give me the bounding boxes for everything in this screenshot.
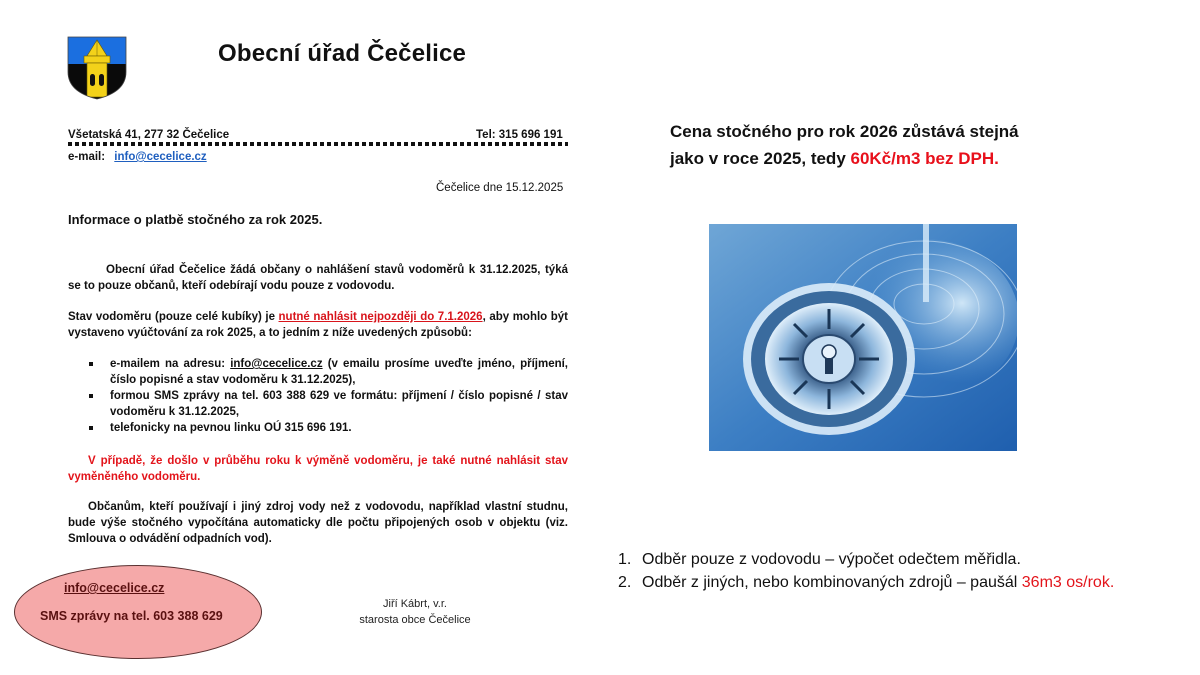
coat-of-arms-icon [67, 36, 127, 100]
dotted-divider [68, 142, 568, 146]
price-line-2 [670, 145, 1019, 172]
method-text [642, 571, 1114, 594]
signature-block [340, 596, 490, 628]
signature-role: starosta obce Čečelice [359, 614, 471, 626]
method-number: 1. [618, 551, 632, 568]
paragraph-intro: Obecní úřad Čečelice žádá občany o nahlášení stavů vodoměrů k 31.12.2025, týká se to pouze občanů, kteří odebírají vodu pouze z vodovodu. [68, 264, 568, 292]
paragraph-deadline [68, 309, 568, 341]
method-item-1 [618, 548, 1114, 571]
bullet-email-post: (v emailu prosíme uveďte jméno, příjmení, číslo popisné a stav vodoměru k 31.12.2025), [110, 358, 569, 386]
deadline-highlight: nutné nahlásit nejpozději do 7.1.2026 [278, 311, 483, 323]
price-notice [670, 118, 1019, 172]
reporting-methods-list [86, 356, 568, 436]
deadline-text-post: , aby mohlo být vystaveno vyúčtování za rok 2025, a to jedním z níže uvedených způsobů: [68, 311, 569, 339]
price-line-1: Cena stočného pro rok 2026 zůstává stejná [670, 122, 1019, 141]
calculation-methods-list [618, 548, 1114, 594]
office-address: Všetatská 41, 277 32 Čečelice [68, 129, 230, 141]
email-link[interactable]: info@cecelice.cz [114, 151, 207, 163]
method-text-main: Odběr z jiných, nebo kombinovaných zdrojů – paušál [642, 574, 1022, 591]
office-phone: Tel: 315 696 191 [476, 129, 563, 141]
letter-date: Čečelice dne 15.12.2025 [436, 182, 564, 194]
bullet-email-pre: e-mailem na adresu: [110, 358, 231, 370]
bullet-email-link[interactable]: info@cecelice.cz [230, 358, 323, 370]
list-item-sms: formou SMS zprávy na tel. 603 388 629 ve formátu: příjmení / číslo popisné / stav vodoměru k 31.12.2025, [86, 388, 568, 420]
paragraph-other-sources: Občanům, kteří používají i jiný zdroj vody než z vodovodu, například vlastní studnu, bude výše stočného vypočítána automaticky dle počtu připojených osob v objektu (viz. Smlouva o odvádění odpadních vod). [68, 501, 568, 545]
price-highlight: 60Kč/m3 bez DPH. [850, 149, 999, 168]
method-highlight: 36m3 os/rok. [1021, 574, 1115, 591]
sink-drain-photo [709, 224, 1017, 451]
paragraph-meter-replacement: V případě, že došlo v průběhu roku k výměně vodoměru, je také nutné nahlásit stav vyměněného vodoměru. [68, 455, 568, 483]
price-line-2-pre: jako v roce 2025, tedy [670, 149, 851, 168]
signature-name: Jiří Kábrt, v.r. [383, 598, 447, 610]
method-text: Odběr pouze z vodovodu – výpočet odečtem měřidla. [642, 551, 1021, 568]
email-line [68, 149, 207, 165]
callout-email[interactable]: info@cecelice.cz [64, 581, 165, 595]
deadline-text-pre: Stav vodoměru (pouze celé kubíky) je [68, 311, 279, 323]
method-number: 2. [618, 574, 632, 591]
office-title: Obecní úřad Čečelice [218, 40, 467, 67]
email-label: e-mail: [68, 151, 106, 163]
list-item-phone: telefonicky na pevnou linku OÚ 315 696 191. [86, 420, 568, 436]
method-item-2 [618, 571, 1114, 594]
letter-heading: Informace o platbě stočného za rok 2025. [68, 212, 323, 227]
list-item-email [86, 356, 568, 388]
callout-sms: SMS zprávy na tel. 603 388 629 [40, 609, 223, 623]
